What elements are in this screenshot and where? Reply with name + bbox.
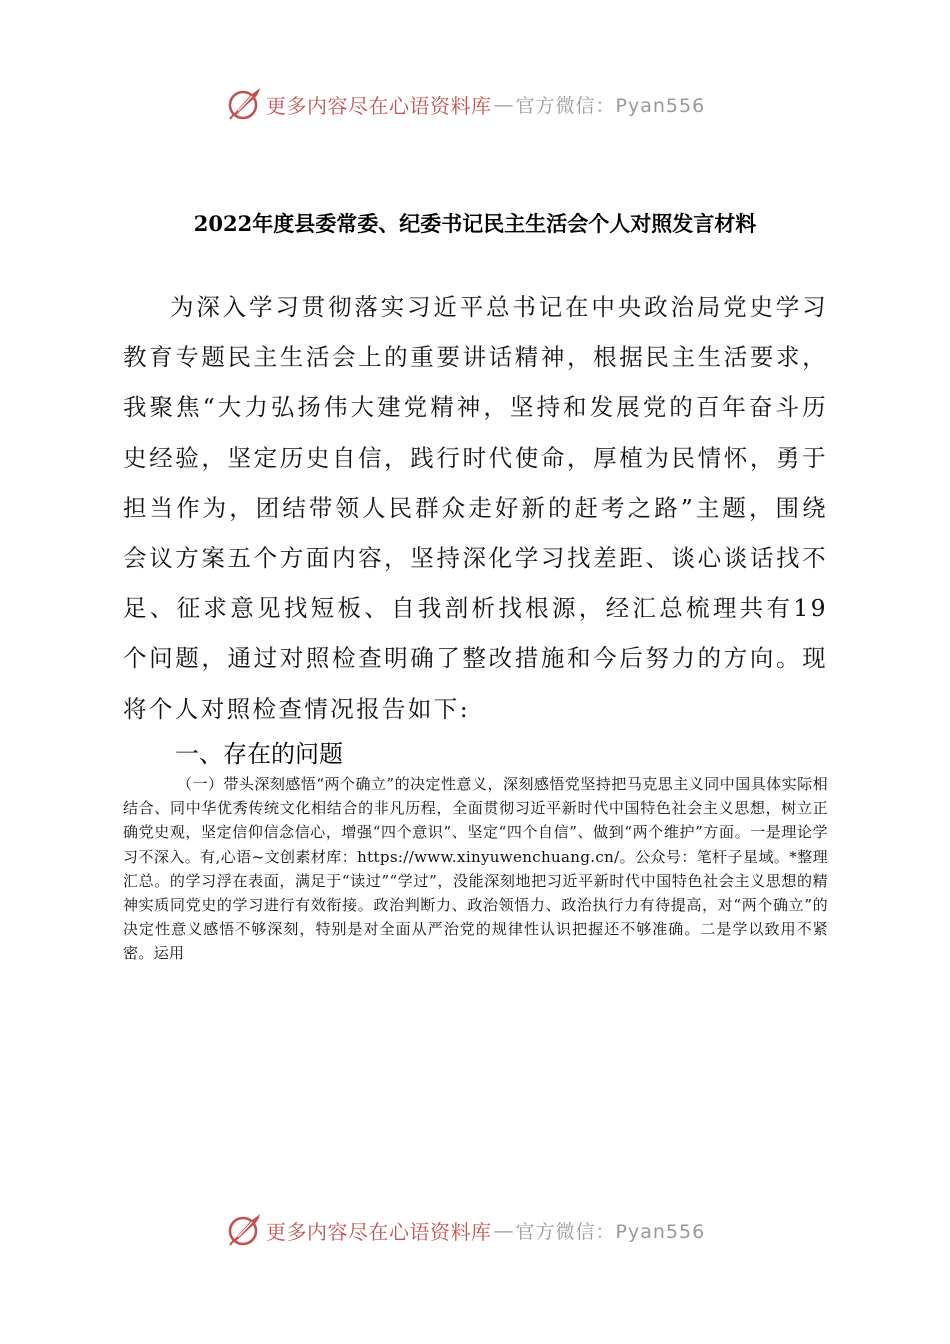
header-banner — [0, 84, 950, 124]
quill-pen-logo-icon — [226, 1212, 262, 1248]
document-title: 2022年度县委常委、纪委书记民主生活会个人对照发言材料 — [193, 211, 757, 236]
banner-contact: 官方微信：Pyan556 — [515, 94, 706, 117]
section-body: （一）带头深刻感悟“两个确立”的决定性意义，深刻感悟党坚持把马克思主义同中国具体实际相结合、同中华优秀传统文化相结合的非凡历程，全面贯彻习近平新时代中国特色社会主义思想，树立正确党史观，坚定信仰信念信心，增强“四个意识”、坚定“四个自信”、做到“两个维护”方面。一是理论学习不深入。有,心语~文创素材库：https://www.xinyuwenchuang.cn/。公众号：笔杆子星域。*整理汇总。的学习浮在表面，满足于“读过”“学过”，没能深刻地把习近平新时代中国特色社会主义思想的精神实质同党史的学习进行有效衔接。政治判断力、政治领悟力、政治执行力有待提高，对“两个确立”的决定性意义感悟不够深刻，特别是对全面从严治党的规律性认识把握还不够准确。二是学以致用不紧密。运用 — [123, 775, 828, 963]
footer-banner-text: 更多内容尽在心语资料库 — [266, 1219, 492, 1244]
footer-banner-contact: 官方微信：Pyan556 — [515, 1220, 706, 1243]
banner-text: 更多内容尽在心语资料库 — [266, 93, 492, 118]
intro-paragraph: 为深入学习贯彻落实习近平总书记在中央政治局党史学习教育专题民主生活会上的重要讲话精神，根据民主生活要求，我聚焦“大力弘扬伟大建党精神，坚持和发展党的百年奋斗历史经验，坚定历史自信，践行时代使命，厚植为民情怀，勇于担当作为，团结带领人民群众走好新的赶考之路”主题，围绕会议方案五个方面内容，坚持深化学习找差距、谈心谈话找不足、征求意见找短板、自我剖析找根源，经汇总梳理共有19个问题，通过对照检查明确了整改措施和今后努力的方向。现将个人对照检查情况报告如下: — [123, 293, 828, 723]
section-heading: 一、存在的问题 — [175, 740, 343, 768]
footer-banner-dash: — — [493, 1218, 514, 1242]
quill-pen-logo-icon — [226, 86, 262, 122]
footer-banner — [0, 1210, 950, 1250]
banner-dash: — — [493, 92, 514, 116]
